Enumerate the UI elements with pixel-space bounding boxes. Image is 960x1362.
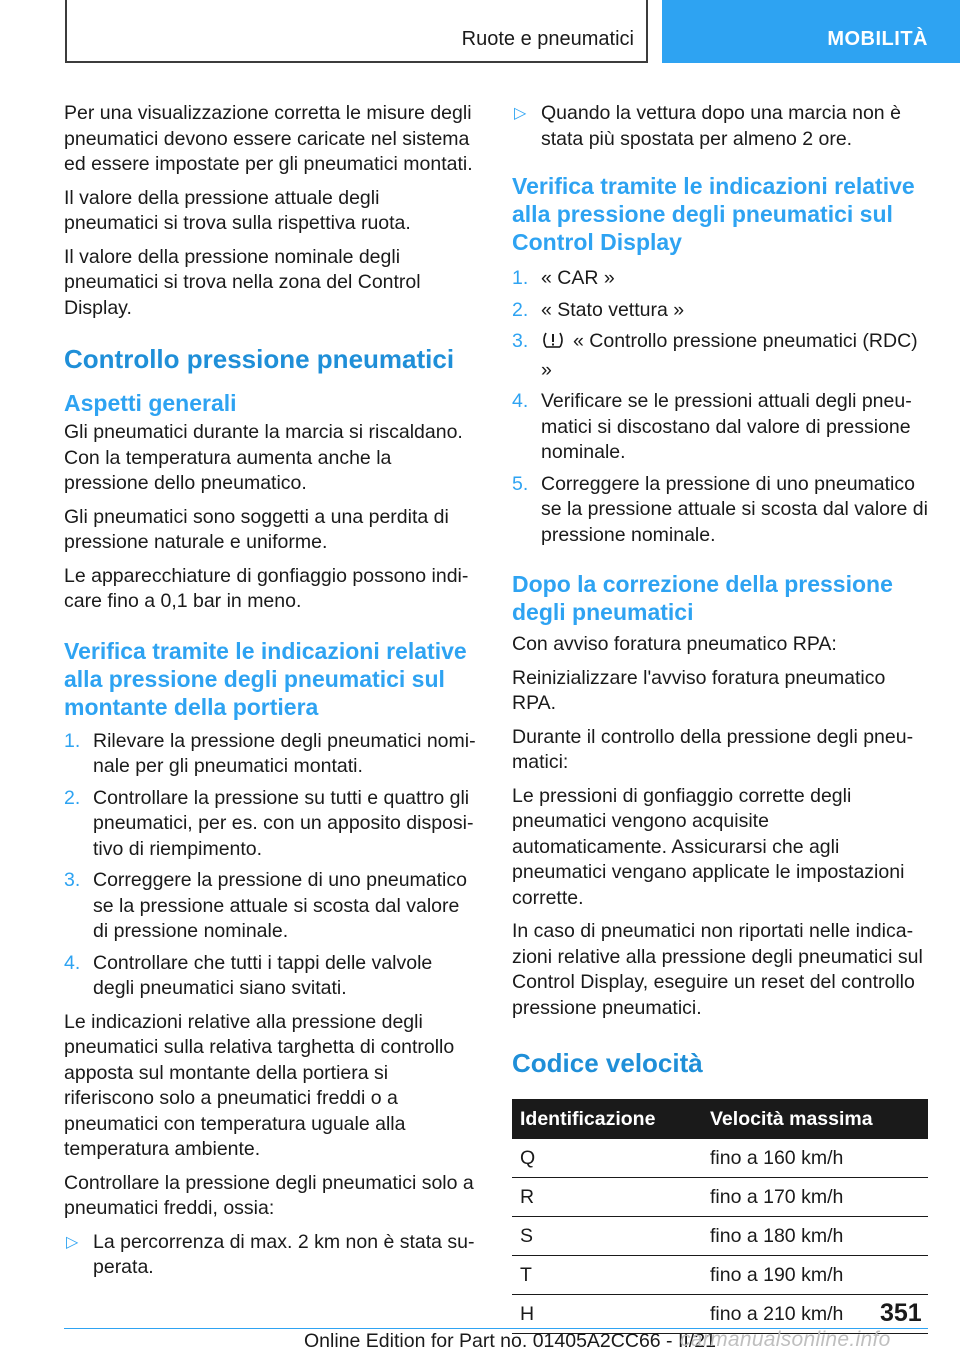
section-heading: Controllo pressione pneumatici bbox=[64, 344, 455, 374]
chapter-title: MOBILITÀ bbox=[827, 28, 928, 50]
intro-paragraph: Il valore della pressione nominale degli pneumatici si trova nella zona del Control Display. bbox=[64, 245, 421, 319]
list-item bbox=[512, 389, 928, 466]
step-number: 2. bbox=[64, 786, 81, 809]
subsection-heading: Aspetti generali bbox=[64, 390, 237, 416]
table-cell: fino a 190 km/h bbox=[710, 1256, 928, 1295]
table-row bbox=[512, 1139, 928, 1178]
tire-pressure-warning-icon bbox=[541, 330, 565, 358]
list-item bbox=[64, 868, 476, 945]
table-row bbox=[512, 1256, 928, 1295]
table-cell: fino a 160 km/h bbox=[710, 1139, 928, 1178]
step-number: 2. bbox=[512, 298, 529, 321]
body-paragraph: Le pressioni di gonfiaggio corrette degli pneumatici vengono acquisite automaticamente. Assicurarsi che agli pneumatici vengano applicate le impostazioni corrette. bbox=[512, 784, 905, 909]
step-number: 5. bbox=[512, 472, 529, 495]
bullet-text: La percorrenza di max. 2 km non è stata superata. bbox=[93, 1230, 475, 1278]
step-number: 4. bbox=[64, 951, 81, 974]
page-number: 351 bbox=[880, 1299, 922, 1327]
intro-paragraph: Il valore della pressione attuale degli pneumatici si trova sulla rispettiva ruota. bbox=[64, 186, 411, 234]
table-cell: R bbox=[512, 1178, 710, 1217]
header-chapter-tab bbox=[662, 0, 960, 63]
door-steps-list bbox=[64, 729, 476, 1002]
list-item bbox=[512, 329, 928, 383]
table-cell: S bbox=[512, 1217, 710, 1256]
body-paragraph: Controllare la pressione degli pneumatici solo a pneumatici freddi, ossia: bbox=[64, 1171, 474, 1219]
step-text: Verificare se le pressioni attuali degli pneumatici si discostano dal valore di pressione nominale. bbox=[541, 390, 912, 463]
intro-paragraph: Per una visualizzazione corretta le misure degli pneumatici devono essere caricate nel sistema ed essere impostate per gli pneumatici montati. bbox=[64, 102, 473, 175]
control-display-steps-list bbox=[512, 266, 928, 548]
step-number: 1. bbox=[512, 267, 529, 289]
subsection-heading: Dopo la correzione della pressione degli pneumatici bbox=[512, 571, 893, 625]
table-cell: fino a 180 km/h bbox=[710, 1217, 928, 1256]
body-paragraph: Gli pneumatici sono soggetti a una perdita di pressione naturale e uniforme. bbox=[64, 505, 449, 553]
list-item bbox=[512, 472, 928, 549]
step-number: 3. bbox=[512, 330, 529, 352]
body-paragraph: In caso di pneumatici non riportati nelle indicazioni relative alla pressione degli pneumatici sul Control Display, eseguire un reset del controllo pressione pneumatici. bbox=[512, 920, 923, 1019]
table-header-row bbox=[512, 1099, 928, 1139]
step-number: 1. bbox=[64, 729, 81, 752]
body-paragraph: Le apparecchiature di gonfiaggio possono indicare fino a 0,1 bar in meno. bbox=[64, 564, 469, 612]
speed-code-table bbox=[512, 1099, 928, 1334]
header-section-tab bbox=[65, 0, 648, 63]
subsection-heading: Verifica tramite le indicazioni relative alla pressione degli pneumatici sul Control Display bbox=[512, 173, 915, 255]
list-item bbox=[64, 951, 476, 1002]
list-item bbox=[512, 266, 928, 292]
list-item bbox=[64, 1230, 476, 1281]
body-paragraph: Le indicazioni relative alla pressione degli pneumatici sulla relativa targhetta di controllo apposta sul montante della portiera si riferiscono solo a pneumatici freddi o a pneumatici con temperatura uguale alla temperatura ambiente. bbox=[64, 1010, 455, 1160]
step-text: Correggere la pressione di uno pneumatico se la pressione attuale si scosta dal valore di pressione nominale. bbox=[93, 869, 467, 942]
section-title: Ruote e pneumatici bbox=[461, 28, 634, 50]
bullet-text: Quando la vettura dopo una marcia non è stata più spostata per almeno 2 ore. bbox=[541, 102, 901, 150]
subsection-heading: Verifica tramite le indicazioni relative alla pressione degli pneumatici sul montante della portiera bbox=[64, 637, 467, 720]
cold-conditions-list-cont bbox=[512, 101, 928, 152]
table-cell: Q bbox=[512, 1139, 710, 1178]
column-header: Velocità massima bbox=[710, 1099, 928, 1139]
triangle-bullet-icon: ▷ bbox=[66, 1233, 79, 1251]
table-cell: fino a 170 km/h bbox=[710, 1178, 928, 1217]
step-text: « Stato vettura » bbox=[541, 298, 685, 321]
table-cell: H bbox=[512, 1295, 710, 1334]
body-paragraph: Durante il controllo della pressione degli pneumatici: bbox=[512, 725, 914, 773]
list-item bbox=[64, 786, 476, 863]
list-item bbox=[512, 298, 928, 324]
body-paragraph: Gli pneumatici durante la marcia si riscaldano. Con la temperatura aumenta anche la pressione dello pneumatico. bbox=[64, 421, 463, 494]
table-row bbox=[512, 1178, 928, 1217]
triangle-bullet-icon: ▷ bbox=[514, 105, 527, 122]
step-text: Correggere la pressione di uno pneumatico se la pressione attuale si scosta dal valore di pressione nominale. bbox=[541, 472, 928, 546]
section-heading: Codice velocità bbox=[512, 1048, 703, 1078]
column-header: Identificazione bbox=[512, 1099, 710, 1139]
body-paragraph: Con avviso foratura pneumatico RPA: bbox=[512, 633, 837, 655]
step-number: 4. bbox=[512, 390, 529, 412]
step-text: « CAR » bbox=[541, 267, 615, 289]
step-text: Controllare la pressione su tutti e quattro gli pneumatici, per es. con un apposito dispositivo di riempimento. bbox=[93, 786, 474, 860]
table-row bbox=[512, 1217, 928, 1256]
body-paragraph: Reinizializzare l'avviso foratura pneumatico RPA. bbox=[512, 666, 886, 714]
table-cell: fino a 210 km/h bbox=[710, 1295, 928, 1334]
list-item bbox=[512, 101, 928, 152]
step-number: 3. bbox=[64, 869, 81, 891]
step-text: Controllare che tutti i tappi delle valvole degli pneumatici siano svitati. bbox=[93, 951, 433, 999]
step-text: « Controllo pressione pneumatici (RDC) » bbox=[541, 330, 918, 381]
right-column bbox=[512, 101, 928, 1334]
watermark: carmanualsonline.info bbox=[680, 1328, 891, 1351]
cold-conditions-list bbox=[64, 1230, 476, 1281]
step-text: Rilevare la pressione degli pneumatici nominale per gli pneumatici montati. bbox=[93, 729, 476, 777]
list-item bbox=[64, 729, 476, 780]
table-cell: T bbox=[512, 1256, 710, 1295]
left-column bbox=[64, 101, 476, 1289]
edition-footer: Online Edition for Part no. 01405A2CC66 - II/21 bbox=[304, 1330, 716, 1352]
